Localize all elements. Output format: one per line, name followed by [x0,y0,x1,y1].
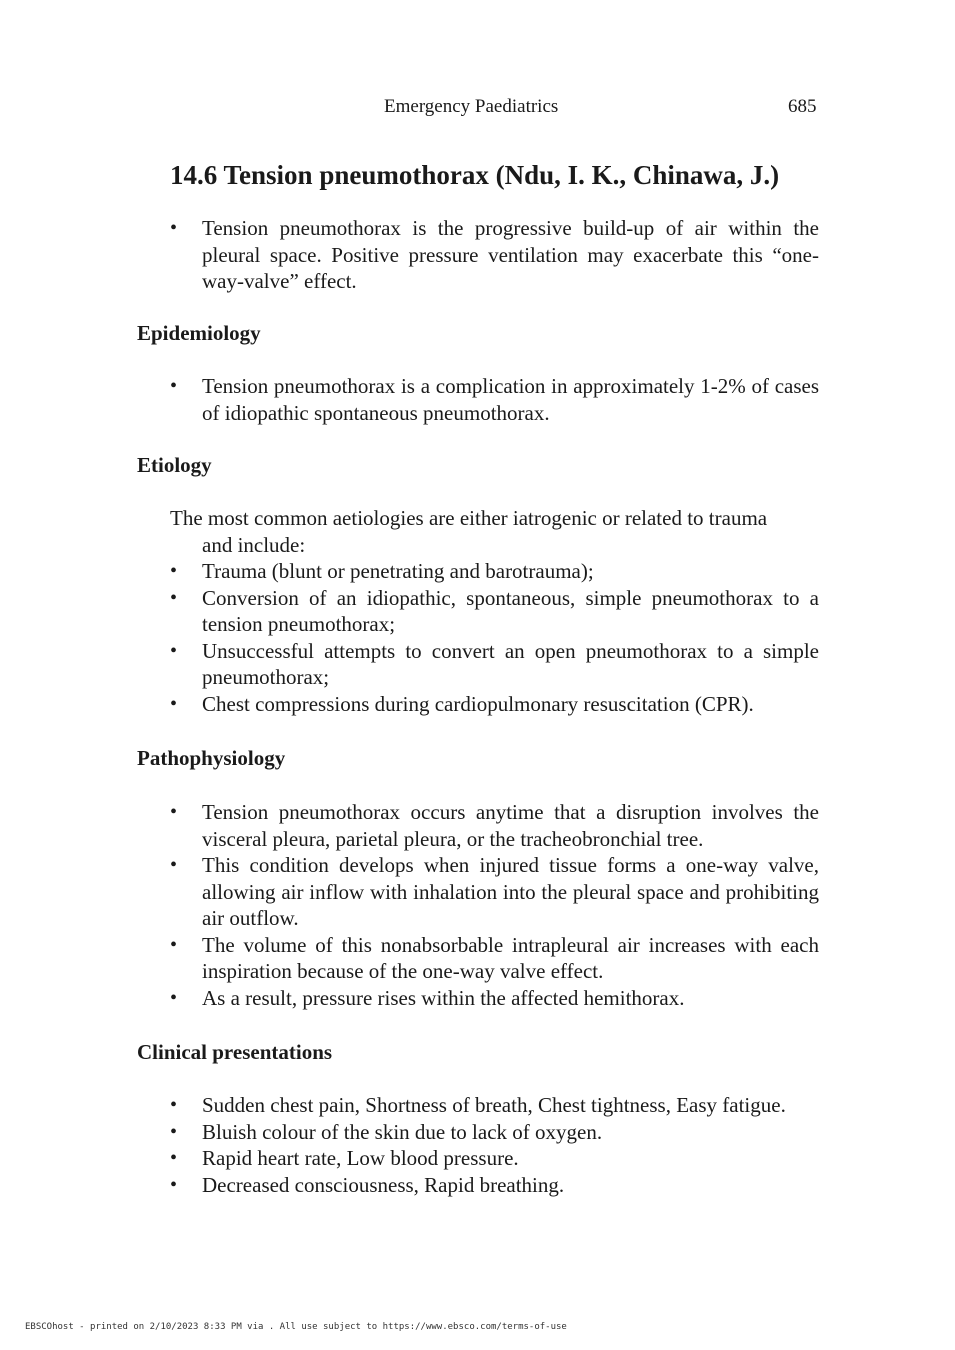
epidemiology-heading: Epidemiology [137,321,261,345]
list-item: • Chest compressions during cardiopulmonary resuscitation (CPR). [137,691,819,718]
section-title: 14.6 Tension pneumothorax (Ndu, I. K., Chinawa, J.) [170,160,780,190]
intro-section [137,215,819,295]
pathophysiology-heading: Pathophysiology [137,746,286,770]
list-item: • As a result, pressure rises within the affected hemithorax. [137,985,819,1012]
list-item: • Decreased consciousness, Rapid breathing. [137,1172,819,1199]
list-item: • Tension pneumothorax is a complication in approximately 1-2% of cases of idiopathic spontaneous pneumothorax. [137,373,819,426]
etiology-intro-line2: and include: [202,532,306,557]
clinical-presentations-heading: Clinical presentations [137,1040,333,1064]
list-item: • Bluish colour of the skin due to lack of oxygen. [137,1119,819,1146]
list-item: • Tension pneumothorax occurs anytime that a disruption involves the visceral pleura, parietal pleura, or the tracheobronchial tree. [137,799,819,852]
etiology-heading: Etiology [137,453,212,477]
list-item: • This condition develops when injured tissue forms a one-way valve, allowing air inflow with inhalation into the pleural space and prohibiting air outflow. [137,852,819,932]
etiology-intro-line1: The most common aetiologies are either iatrogenic or related to trauma [170,506,768,530]
list-item: • The volume of this nonabsorbable intrapleural air increases with each inspiration because of the one-way valve effect. [137,932,819,985]
page-number: 685 [788,96,817,117]
list-item: • Trauma (blunt or penetrating and barotrauma); [137,558,819,585]
print-footer: EBSCOhost - printed on 2/10/2023 8:33 PM via . All use subject to https://www.ebsco.com/terms-of-use [25,1322,567,1332]
etiology-section [137,505,819,717]
running-title: Emergency Paediatrics [384,96,559,117]
pathophysiology-section [137,799,819,1011]
list-item: • Tension pneumothorax is the progressive build-up of air within the pleural space. Positive pressure ventilation may exacerbate this “one-way-valve” effect. [137,215,819,295]
clinical-presentations-section [137,1092,819,1198]
etiology-intro [137,505,819,558]
epidemiology-section [137,373,819,426]
list-item: • Sudden chest pain, Shortness of breath, Chest tightness, Easy fatigue. [137,1092,819,1119]
list-item: • Rapid heart rate, Low blood pressure. [137,1145,819,1172]
list-item: • Unsuccessful attempts to convert an open pneumothorax to a simple pneumothorax; [137,638,819,691]
list-item: • Conversion of an idiopathic, spontaneous, simple pneumothorax to a tension pneumothorax; [137,585,819,638]
